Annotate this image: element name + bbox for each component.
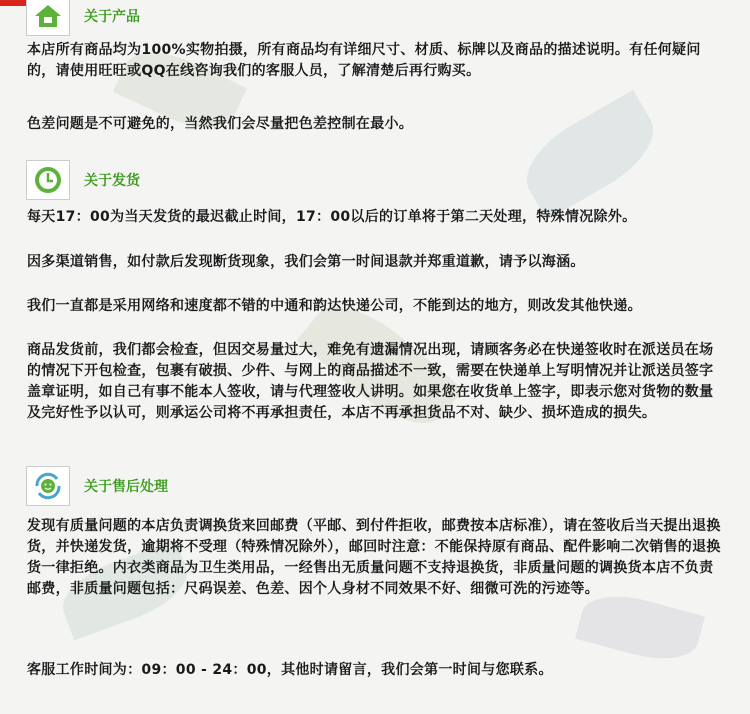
section-header-product [26, 0, 140, 36]
section-header-aftersale [26, 466, 168, 506]
section-title: 关于发货 [84, 173, 140, 189]
paragraph: 因多渠道销售，如付款后发现断货现象，我们会第一时间退款并郑重道歉，请予以海涵。 [27, 254, 585, 270]
paragraph: 我们一直都是采用网络和速度都不错的中通和韵达快递公司，不能到达的地方，则改发其他快递。 [27, 298, 642, 314]
section-header-shipping [26, 160, 140, 200]
paragraph: 色差问题是不可避免的，当然我们会尽量把色差控制在最小。 [27, 116, 414, 132]
background-leaf [512, 90, 668, 221]
clock-icon [26, 160, 70, 200]
paragraph: 客服工作时间为：09：00 - 24：00，其他时请留言，我们会第一时间与您联系。 [27, 662, 553, 678]
section-title: 关于售后处理 [84, 479, 168, 495]
refresh-smiley-icon [26, 466, 70, 506]
paragraph: 发现有质量问题的本店负责调换货来回邮费（平邮、到付件拒收，邮费按本店标准），请在签收后当天提出退换货，并快递发货，逾期将不受理（特殊情况除外），邮回时注意：不能保持原有商品、配件影响二次销售的退换货一律拒绝。内衣类商品为卫生类用品，一经售出无质量问题不支持退换货，非质量问题的调换货本店不负责邮费，非质量问题包括：尺码误差、色差、因个人身材不同效果不好、细微可洗的污迹等。 [27, 518, 721, 597]
home-icon [26, 0, 70, 36]
paragraph: 本店所有商品均为100%实物拍摄，所有商品均有详细尺寸、材质、标牌以及商品的描述说明。有任何疑问的，请使用旺旺或QQ在线咨询我们的客服人员，了解清楚后再行购买。 [27, 42, 701, 79]
paragraph: 每天17：00为当天发货的最迟截止时间，17：00以后的订单将于第二天处理，特殊情况除外。 [27, 209, 637, 225]
section-title: 关于产品 [84, 9, 140, 25]
paragraph: 商品发货前，我们都会检查，但因交易量过大，难免有遗漏情况出现，请顾客务必在快递签收时在派送员在场的情况下开包检查，包裹有破损、少件、与网上的商品描述不一致，需要在快递单上写明情况并让派送员签字盖章证明，如自己有事不能本人签收，请与代理签收人讲明。如果您在收货单上签字，即表示您对货物的数量及完好性予以认可，则承运公司将不再承担责任，本店不再承担货品不对、缺少、损坏造成的损失。 [27, 342, 714, 421]
